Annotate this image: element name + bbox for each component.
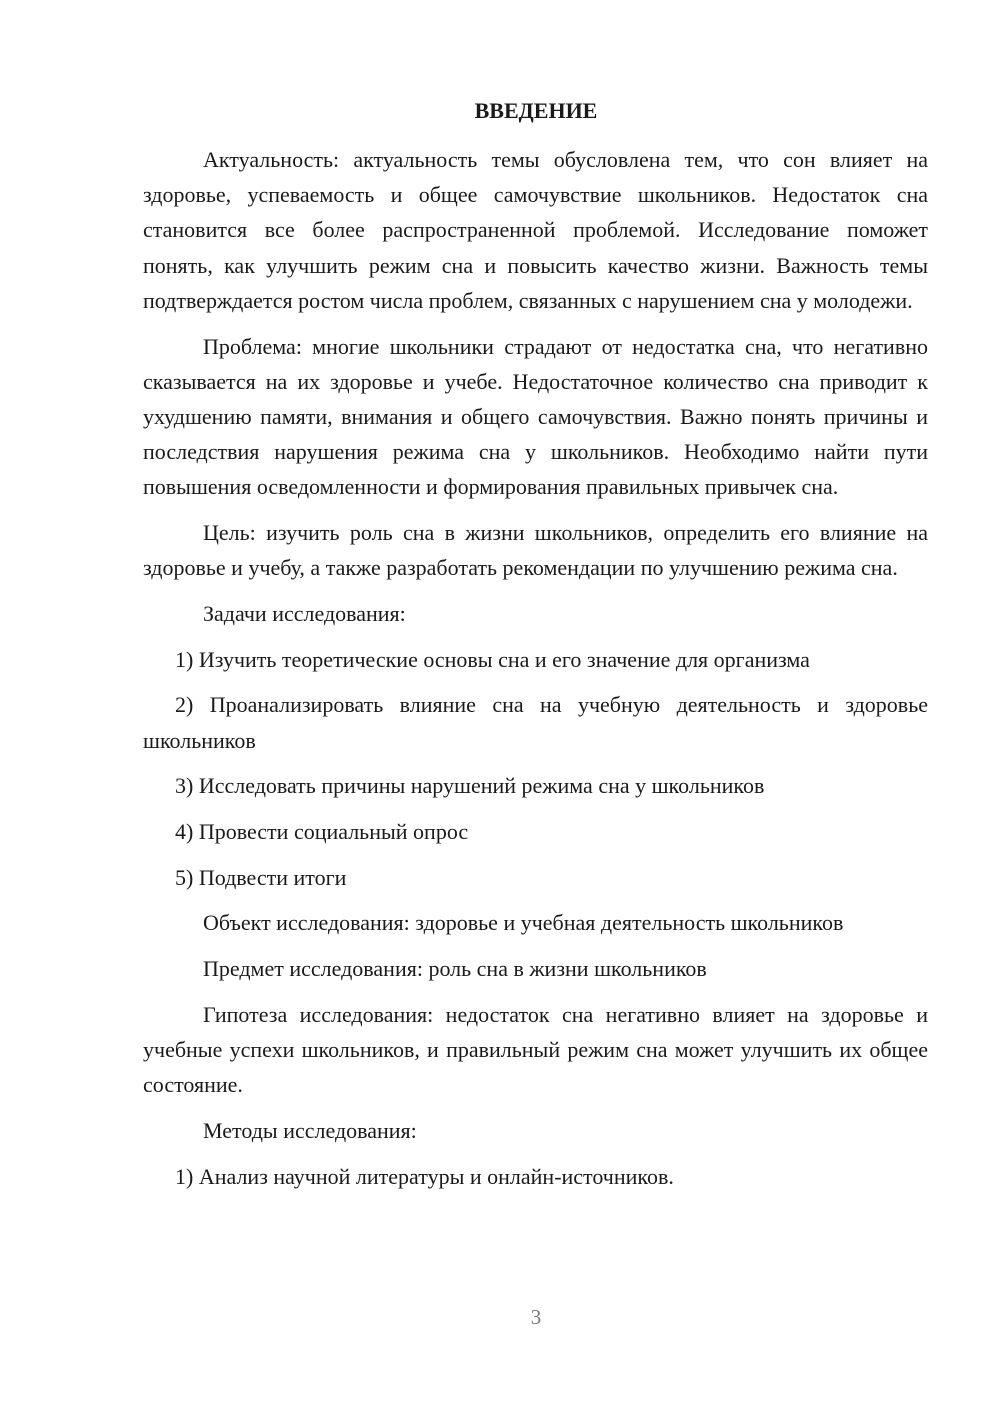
paragraph: Цель: изучить роль сна в жизни школьников, определить его влияние на здоровье и учебу, а также разработать рекомендации по улучшению режима сна. xyxy=(143,520,928,581)
page-number: 3 xyxy=(530,1305,542,1329)
paragraph: Проблема: многие школьники страдают от недостатка сна, что негативно сказывается на их здоровье и учебе. Недостаточное количество сна приводит к ухудшению памяти, внимания и общего самочувствия. Важно понять причины и последствия нарушения режима сна у школьников. Необходимо найти пути повышения осведомленности и формирования правильных привычек сна. xyxy=(143,333,928,500)
document-body xyxy=(143,142,928,1204)
paragraph: Методы исследования: xyxy=(203,1117,417,1143)
paragraph: Объект исследования: здоровье и учебная деятельность школьников xyxy=(203,910,844,936)
paragraph: Гипотеза исследования: недостаток сна негативно влияет на здоровье и учебные успехи школьников, и правильный режим сна может улучшить их общее состояние. xyxy=(143,1001,928,1098)
paragraph: Задачи исследования: xyxy=(203,600,406,626)
page-title: ВВЕДЕНИЕ xyxy=(474,98,598,123)
list-item: 2) Проанализировать влияние сна на учебную деятельность и здоровье школьников xyxy=(143,692,928,753)
paragraph: Актуальность: актуальность темы обусловлена тем, что сон влияет на здоровье, успеваемость и общее самочувствие школьников. Недостаток сна становится все более распространенной проблемой. Исследование поможет понять, как улучшить режим сна и повысить качество жизни. Важность темы подтверждается ростом числа проблем, связанных с нарушением сна у молодежи. xyxy=(143,147,928,313)
list-item: 5) Подвести итоги xyxy=(175,864,347,890)
list-item: 4) Провести социальный опрос xyxy=(175,818,469,844)
list-item: 3) Исследовать причины нарушений режима сна у школьников xyxy=(175,773,765,799)
paragraph: Предмет исследования: роль сна в жизни школьников xyxy=(203,956,707,982)
list-item: 1) Анализ научной литературы и онлайн-источников. xyxy=(175,1163,674,1189)
list-item: 1) Изучить теоретические основы сна и его значение для организма xyxy=(175,646,810,672)
